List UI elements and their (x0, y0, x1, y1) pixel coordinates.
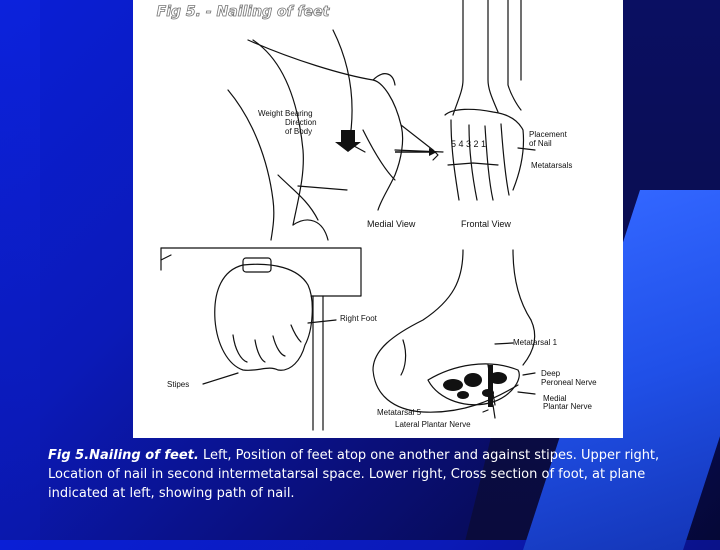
label-medial-view: Medial View (367, 219, 416, 229)
label-lateral-plantar-nerve: Lateral Plantar Nerve (395, 420, 471, 429)
label-medial: Medial (543, 394, 567, 403)
label-of-body: of Body (285, 127, 313, 136)
label-stipes: Stipes (167, 380, 190, 389)
figure-title: Fig 5. - Nailing of feet (156, 4, 330, 20)
figure-caption (48, 446, 708, 503)
label-weight-bearing: Weight Bearing (258, 109, 313, 118)
label-right-foot: Right Foot (340, 314, 377, 323)
label-metatarsal-5: Metatarsal 5 (377, 408, 422, 417)
background-band-left (0, 0, 40, 540)
label-toe-numbers: 5 4 3 2 1 (451, 139, 487, 149)
label-deep: Deep (541, 369, 561, 378)
label-metatarsal-1: Metatarsal 1 (513, 338, 558, 347)
caption-body: Left, Position of feet atop one another and against stipes. Upper right, Location of nail in second intermetatarsal space. Lower right, Cross section of foot, at plane indicated at left, showing path of nail. (48, 448, 660, 501)
label-plantar-nerve: Plantar Nerve (543, 402, 592, 411)
label-metatarsals: Metatarsals (531, 161, 573, 170)
medial-view-foot (248, 40, 403, 210)
label-peroneal-nerve: Peroneal Nerve (541, 378, 597, 387)
weight-arrow (335, 130, 361, 152)
tibia-outline (453, 0, 463, 115)
figure-panel (133, 0, 623, 438)
label-placement: Placement (529, 130, 567, 139)
right-foot-outline (215, 264, 313, 370)
label-of-nail: of Nail (529, 139, 552, 148)
caption-lead: Fig 5.Nailing of feet. (48, 448, 199, 463)
label-direction: Direction (285, 118, 317, 127)
label-frontal-view: Frontal View (461, 219, 511, 229)
